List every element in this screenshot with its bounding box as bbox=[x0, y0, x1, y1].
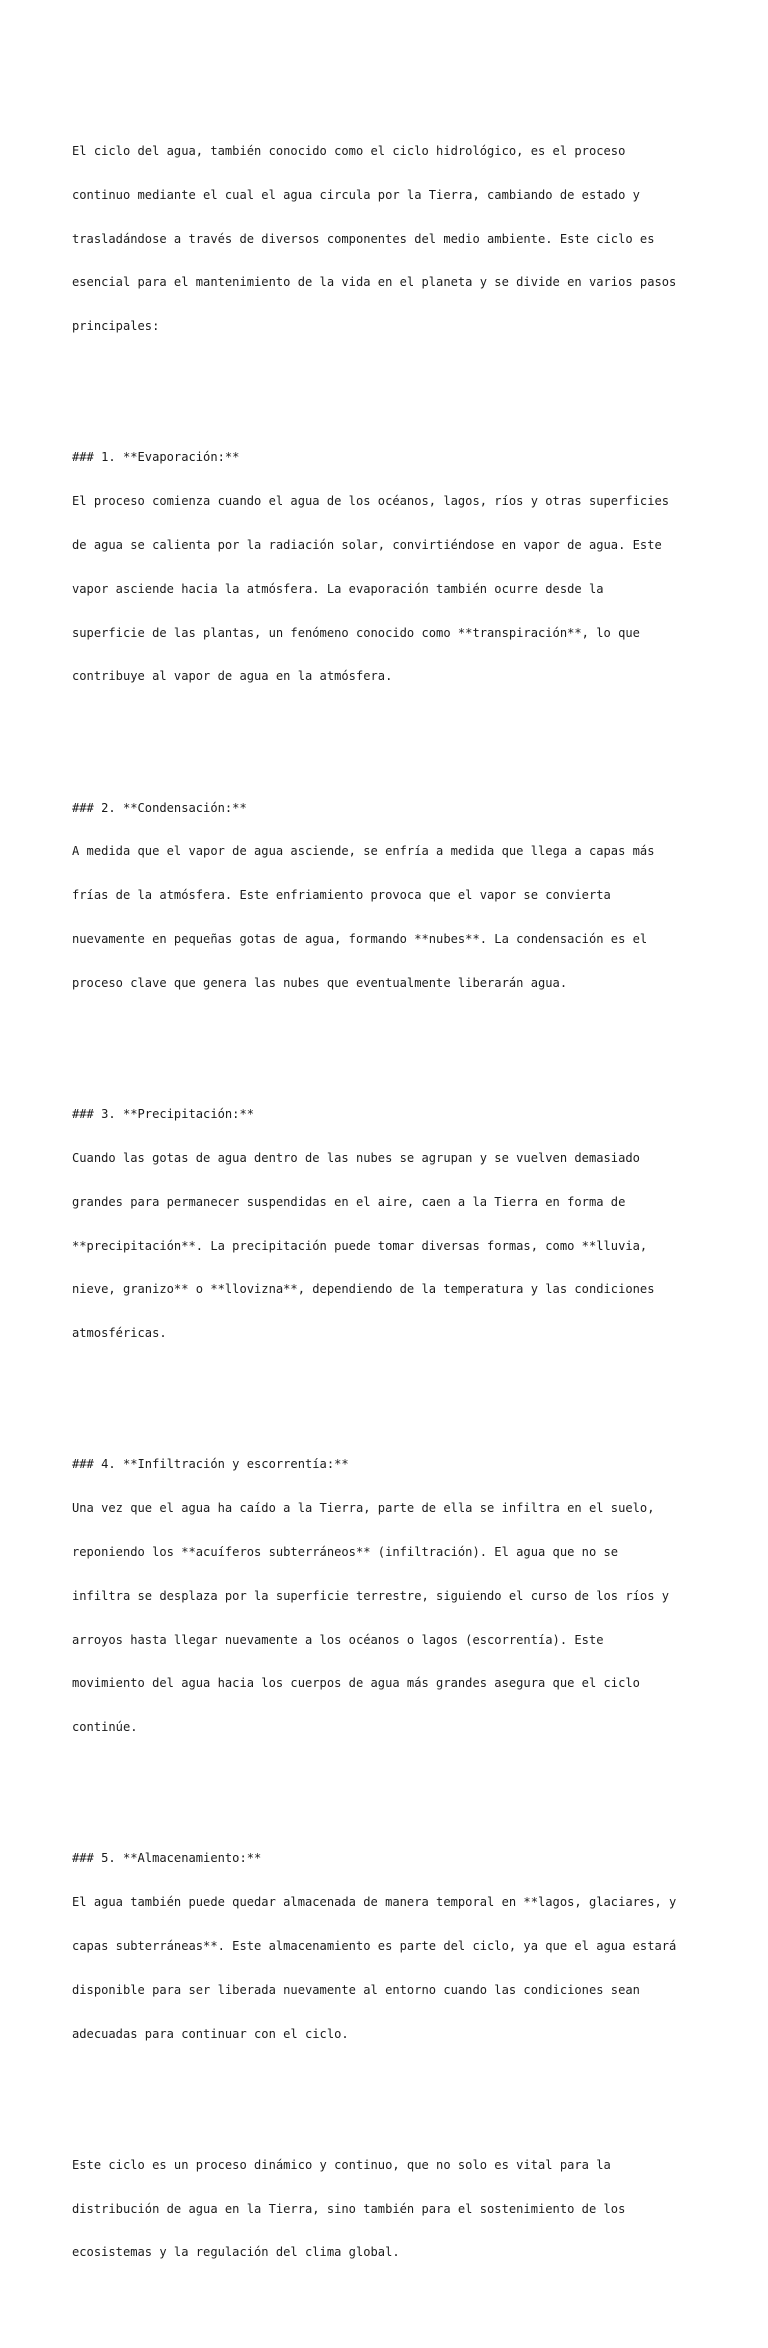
section-heading: ### 5. **Almacenamiento:** bbox=[72, 1851, 262, 1866]
section-infiltracion bbox=[72, 1428, 712, 1764]
section-evaporacion bbox=[72, 421, 712, 713]
section-heading: ### 1. **Evaporación:** bbox=[72, 450, 240, 465]
section-line: proceso clave que genera las nubes que eventualmente liberarán agua. bbox=[72, 975, 568, 990]
section-line: nuevamente en pequeñas gotas de agua, formando **nubes**. La condensación es el bbox=[72, 932, 648, 947]
intro-line: principales: bbox=[72, 319, 160, 334]
section-line: El proceso comienza cuando el agua de los océanos, lagos, ríos y otras superficies bbox=[72, 494, 670, 509]
conclusion-paragraph bbox=[72, 2129, 712, 2290]
section-line: grandes para permanecer suspendidas en el aire, caen a la Tierra en forma de bbox=[72, 1194, 626, 1209]
section-line: atmosféricas. bbox=[72, 1326, 167, 1341]
section-line: capas subterráneas**. Este almacenamiento es parte del ciclo, ya que el agua estará bbox=[72, 1939, 677, 1953]
document-body bbox=[72, 71, 712, 2348]
conclusion-line: ecosistemas y la regulación del clima global. bbox=[72, 2245, 400, 2260]
section-line: infiltra se desplaza por la superficie terrestre, siguiendo el curso de los ríos y bbox=[72, 1588, 670, 1603]
section-line: vapor asciende hacia la atmósfera. La evaporación también ocurre desde la bbox=[72, 581, 604, 596]
intro-line: continuo mediante el cual el agua circula por la Tierra, cambiando de estado y bbox=[72, 187, 640, 202]
section-line: adecuadas para continuar con el ciclo. bbox=[72, 2026, 349, 2041]
section-line: movimiento del agua hacia los cuerpos de agua más grandes asegura que el ciclo bbox=[72, 1676, 640, 1691]
section-line: continúe. bbox=[72, 1720, 138, 1735]
section-line: frías de la atmósfera. Este enfriamiento provoca que el vapor se convierta bbox=[72, 888, 611, 903]
section-heading: ### 4. **Infiltración y escorrentía:** bbox=[72, 1457, 349, 1472]
section-line: nieve, granizo** o **llovizna**, dependiendo de la temperatura y las condiciones bbox=[72, 1282, 655, 1297]
section-heading: ### 3. **Precipitación:** bbox=[72, 1107, 255, 1122]
section-line: Cuando las gotas de agua dentro de las nubes se agrupan y se vuelven demasiado bbox=[72, 1150, 640, 1165]
section-precipitacion bbox=[72, 1078, 712, 1370]
section-condensacion bbox=[72, 772, 712, 1020]
section-line: de agua se calienta por la radiación solar, convirtiéndose en vapor de agua. Este bbox=[72, 538, 662, 552]
section-line: **precipitación**. La precipitación puede tomar diversas formas, como **lluvia, bbox=[72, 1238, 648, 1253]
intro-paragraph bbox=[72, 115, 712, 363]
section-line: A medida que el vapor de agua asciende, se enfría a medida que llega a capas más bbox=[72, 844, 655, 859]
intro-line: trasladándose a través de diversos componentes del medio ambiente. Este ciclo es bbox=[72, 231, 655, 246]
intro-line: esencial para el mantenimiento de la vida en el planeta y se divide en varios pasos bbox=[72, 275, 677, 290]
section-line: arroyos hasta llegar nuevamente a los océanos o lagos (escorrentía). Este bbox=[72, 1632, 604, 1647]
conclusion-line: distribución de agua en la Tierra, sino también para el sostenimiento de los bbox=[72, 2201, 626, 2216]
intro-line: El ciclo del agua, también conocido como el ciclo hidrológico, es el proceso bbox=[72, 143, 626, 158]
section-line: contribuye al vapor de agua en la atmósfera. bbox=[72, 669, 393, 684]
section-line: Una vez que el agua ha caído a la Tierra, parte de ella se infiltra en el suelo, bbox=[72, 1501, 655, 1516]
section-line: superficie de las plantas, un fenómeno conocido como **transpiración**, lo que bbox=[72, 625, 640, 640]
section-line: El agua también puede quedar almacenada de manera temporal en **lagos, glaciares, y bbox=[72, 1895, 677, 1910]
conclusion-line: Este ciclo es un proceso dinámico y continuo, que no solo es vital para la bbox=[72, 2157, 611, 2172]
section-line: reponiendo los **acuíferos subterráneos** (infiltración). El agua que no se bbox=[72, 1544, 619, 1559]
section-line: disponible para ser liberada nuevamente al entorno cuando las condiciones sean bbox=[72, 1982, 640, 1997]
section-heading: ### 2. **Condensación:** bbox=[72, 800, 247, 815]
section-almacenamiento bbox=[72, 1822, 712, 2070]
